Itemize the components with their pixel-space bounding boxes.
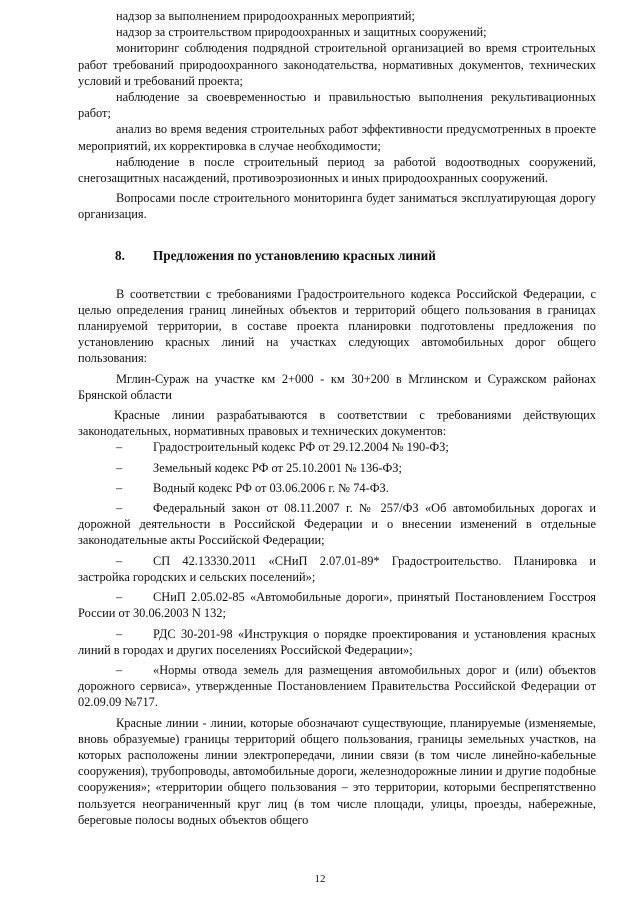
list-item-text: Земельный кодекс РФ от 25.10.2001 № 136-ФЗ;: [153, 460, 402, 475]
list-item: [78, 553, 596, 585]
monitoring-item-3: мониторинг соблюдения подрядной строительной организацией во время строительных работ требований природоохранного законодательства, нормативных документов, технических условий и требований проекта;: [78, 41, 596, 88]
list-item-text: Федеральный закон от 08.11.2007 г. № 257/ФЗ «Об автомобильных дорогах и дорожной деятельности в Российской Федерации и о внесении изменений в отдельные законодательные акты Российской Федерации;: [78, 501, 596, 548]
intro-paragraph: В соответствии с требованиями Градостроительного кодекса Российской Федерации, с целью определения границ линейных объектов и территорий общего пользования в границах планируемой территории, в составе проекта планировки подготовлены предложения по установлению красных линий на участках следующих автомобильных дорог общего пользования:: [78, 286, 596, 366]
list-item-text: СП 42.13330.2011 «СНиП 2.07.01-89* Градостроительство. Планировка и застройка городских и сельских поселений»;: [78, 553, 596, 584]
list-item: [78, 500, 596, 549]
list-item: [78, 589, 596, 621]
monitoring-item-5: анализ во время ведения строительных работ эффективности предусмотренных в проекте мероприятий, их корректировка в случае необходимости;: [78, 122, 596, 153]
list-item-text: «Нормы отвода земель для размещения автомобильных дорог и (или) объектов дорожного сервиса», утвержденные Постановлением Правительства Российской Федерации от 02.09.09 №717.: [78, 662, 596, 710]
monitoring-item-2: надзор за строительством природоохранных и защитных сооружений;: [116, 25, 487, 40]
list-dash: –: [116, 440, 123, 455]
monitoring-closing: Вопросами после строительного мониторинга будет заниматься эксплуатирующая дорогу организация.: [78, 191, 596, 222]
list-item-text: РДС 30-201-98 «Инструкция о порядке проектирования и установления красных линий в городах и других поселениях Российской Федерации»;: [78, 626, 596, 657]
list-dash: –: [116, 662, 123, 677]
basis-paragraph: Красные линии разрабатываются в соответствии с требованиями действующих законодательных, нормативных правовых и технических документов:: [78, 408, 596, 439]
list-dash: –: [116, 501, 123, 516]
list-item: [78, 439, 596, 455]
monitoring-item-4: наблюдение за своевременностью и правильностью выполнения рекультивационных работ;: [78, 90, 596, 121]
section-heading: [78, 247, 596, 264]
list-item: [78, 662, 596, 711]
road-paragraph: Мглин-Сураж на участке км 2+000 - км 30+200 в Мглинском и Суражском районах Брянской области: [78, 371, 596, 402]
list-item: [78, 460, 596, 476]
list-dash: –: [116, 480, 123, 495]
list-dash: –: [116, 553, 123, 568]
monitoring-item-6: наблюдение в после строительный период за работой водоотводных сооружений, снегозащитных насаждений, противоэрозионных и иных природоохранных сооружений.: [78, 154, 596, 186]
definition-paragraph: Красные линии - линии, которые обозначают существующие, планируемые (изменяемые, вновь образуемые) границы территорий общего пользования, границы земельных участков, на которых расположены линии электропередачи, линии связи (в том числе линейно-кабельные сооружения), трубопроводы, автомобильные дороги, железнодорожные линии и другие подобные сооружения»; «территории общего пользования – это территории, которыми беспрепятственно пользуется неограниченный круг лиц (в том числе площади, улицы, проезды, набережные, береговые полосы водных объектов общего: [78, 715, 597, 827]
list-item-text: Водный кодекс РФ от 03.06.2006 г. № 74-ФЗ.: [153, 480, 389, 495]
list-dash: –: [116, 460, 123, 475]
documents-list: [78, 439, 596, 710]
section-number: 8.: [115, 247, 125, 263]
monitoring-item-1: надзор за выполнением природоохранных мероприятий;: [116, 9, 415, 23]
list-dash: –: [116, 590, 123, 605]
list-dash: –: [116, 626, 123, 641]
list-item-text: Градостроительный кодекс РФ от 29.12.2004 № 190-ФЗ;: [153, 440, 449, 455]
page-number: 12: [314, 873, 326, 885]
section-title: Предложения по установлению красных линий: [153, 247, 436, 263]
list-item: [78, 480, 596, 496]
list-item: [78, 626, 596, 658]
list-item-text: СНиП 2.05.02-85 «Автомобильные дороги», принятый Постановлением Госстроя России от 30.06.2003 N 132;: [78, 590, 596, 621]
text-column: [78, 8, 596, 828]
